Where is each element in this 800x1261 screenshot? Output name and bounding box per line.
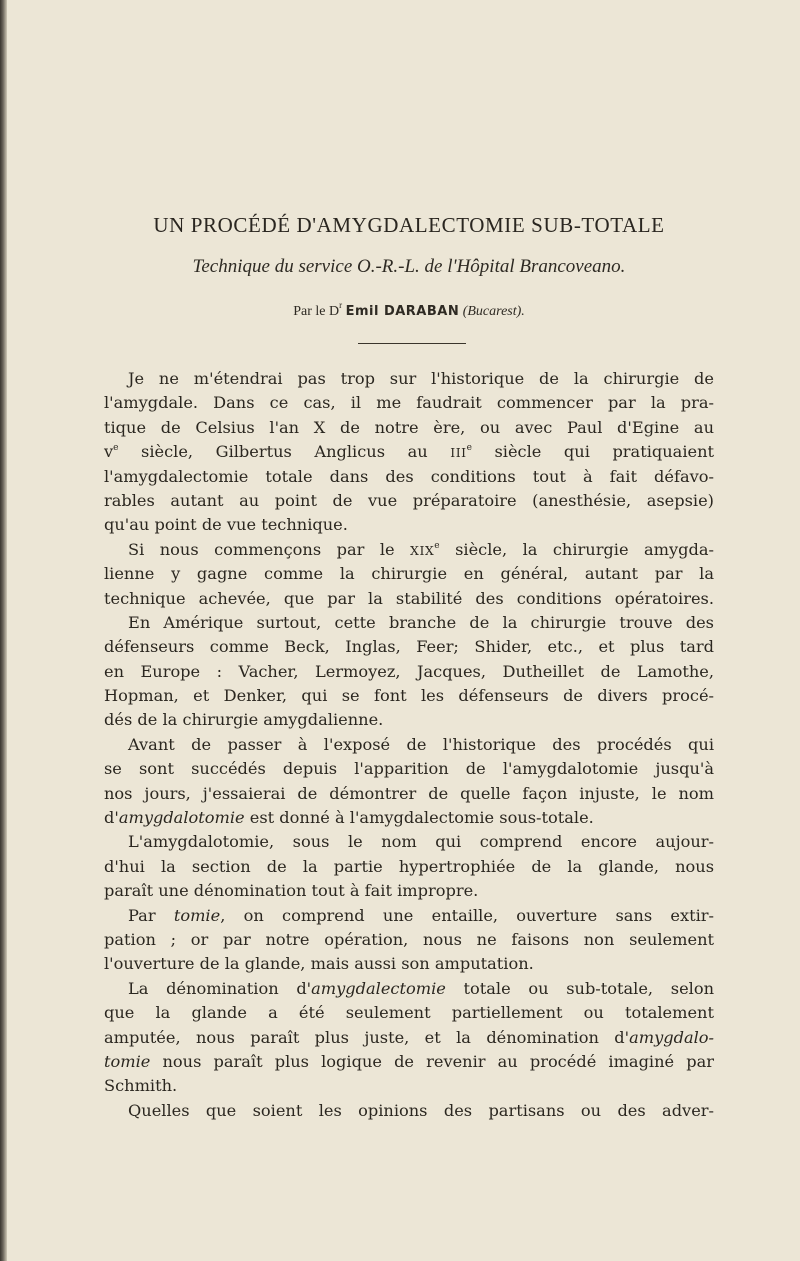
text-line bbox=[104, 806, 714, 830]
byline bbox=[104, 300, 714, 320]
text-segment: La dénomination d' bbox=[128, 978, 312, 998]
text-segment: e bbox=[434, 540, 440, 551]
text-segment: d' bbox=[104, 808, 119, 828]
text-line bbox=[104, 757, 714, 781]
byline-prefix: Par le D bbox=[293, 304, 340, 319]
text-line bbox=[104, 782, 714, 806]
text-line bbox=[104, 928, 714, 952]
text-segment: totale ou sub-totale, selon bbox=[445, 978, 714, 998]
text-line bbox=[104, 1050, 714, 1074]
text-segment: e bbox=[466, 443, 472, 454]
text-segment: , on comprend une entaille, ouverture sans extir- bbox=[220, 905, 715, 925]
text-line bbox=[104, 416, 714, 440]
text-segment: l'ouverture de la glande, mais aussi son amputation. bbox=[104, 954, 534, 974]
text-segment: L'amygdalotomie, sous le nom qui comprend encore aujour- bbox=[128, 832, 714, 852]
text-line bbox=[104, 1099, 714, 1123]
text-line bbox=[104, 538, 714, 562]
text-segment: tomie bbox=[173, 905, 221, 925]
text-segment: e bbox=[113, 443, 119, 454]
text-line bbox=[104, 855, 714, 879]
byline-prefix-sup: r bbox=[339, 300, 343, 310]
text-segment: se sont succédés depuis l'apparition de l'amygdalotomie jusqu'à bbox=[104, 759, 714, 779]
text-line bbox=[104, 660, 714, 684]
text-line bbox=[104, 904, 714, 928]
text-segment: amygdalotomie bbox=[118, 808, 245, 828]
text-segment: Avant de passer à l'exposé de l'historique des procédés qui bbox=[128, 734, 714, 754]
page-binding-edge bbox=[0, 0, 7, 1261]
text-line bbox=[104, 465, 714, 489]
text-line bbox=[104, 635, 714, 659]
text-line bbox=[104, 489, 714, 513]
text-segment: amygdalo- bbox=[629, 1027, 714, 1047]
text-line bbox=[104, 684, 714, 708]
text-segment: dés de la chirurgie amygdalienne. bbox=[104, 710, 384, 730]
text-line bbox=[104, 440, 714, 464]
text-segment: nos jours, j'essaierai de démontrer de quelle façon injuste, le nom bbox=[104, 783, 714, 803]
text-segment: siècle qui pratiquaient bbox=[471, 442, 715, 462]
text-segment: rables autant au point de vue préparatoire (anesthésie, asepsie) bbox=[104, 490, 714, 510]
body-text bbox=[104, 367, 714, 1123]
text-segment: paraît une dénomination tout à fait impropre. bbox=[104, 881, 479, 901]
text-line bbox=[104, 367, 714, 391]
text-line bbox=[104, 611, 714, 635]
text-line bbox=[104, 879, 714, 903]
text-segment: tique de Celsius l'an X de notre ère, ou avec Paul d'Egine au bbox=[104, 417, 714, 437]
article-subtitle: Technique du service O.-R.-L. de l'Hôpital Brancoveano. bbox=[192, 256, 626, 277]
text-line bbox=[104, 830, 714, 854]
text-line bbox=[104, 1026, 714, 1050]
text-segment: technique achevée, que par la stabilité des conditions opératoires. bbox=[104, 588, 714, 608]
text-segment: tomie bbox=[104, 1051, 151, 1071]
text-segment: qu'au point de vue technique. bbox=[104, 515, 348, 535]
text-segment: Hopman, et Denker, qui se font les défenseurs de divers procé- bbox=[104, 686, 714, 706]
author-city: (Bucarest). bbox=[462, 304, 525, 319]
text-segment: amputée, nous paraît plus juste, et la dénomination d' bbox=[104, 1027, 630, 1047]
text-line bbox=[104, 733, 714, 757]
text-segment: Si nous commençons par le bbox=[128, 539, 411, 559]
text-segment: Je ne m'étendrai pas trop sur l'historique de la chirurgie de bbox=[128, 369, 714, 388]
text-segment: amygdalectomie bbox=[311, 978, 446, 998]
text-line bbox=[104, 1001, 714, 1025]
article-title: UN PROCÉDÉ D'AMYGDALECTOMIE SUB-TOTALE bbox=[153, 213, 665, 237]
text-line bbox=[104, 587, 714, 611]
text-segment: Quelles que soient les opinions des partisans ou des adver- bbox=[128, 1100, 714, 1120]
text-segment: l'amygdalectomie totale dans des conditions tout à fait défavo- bbox=[104, 466, 714, 486]
text-segment: siècle, Gilbertus Anglicus au bbox=[118, 442, 451, 462]
text-segment: est donné à l'amygdalectomie sous-totale. bbox=[244, 808, 594, 828]
text-segment: d'hui la section de la partie hypertrophiée de la glande, nous bbox=[104, 856, 714, 876]
text-line bbox=[104, 513, 714, 537]
text-segment: Schmith. bbox=[104, 1076, 178, 1096]
text-segment: siècle, la chirurgie amygda- bbox=[439, 539, 715, 559]
text-line bbox=[104, 708, 714, 732]
text-segment: III bbox=[450, 445, 467, 461]
text-segment: XIX bbox=[410, 542, 435, 558]
text-segment: Par bbox=[128, 905, 174, 925]
text-segment: défenseurs comme Beck, Inglas, Feer; Shider, etc., et plus tard bbox=[104, 637, 714, 657]
text-segment: en Europe : Vacher, Lermoyez, Jacques, Dutheillet de Lamothe, bbox=[104, 661, 714, 681]
text-line bbox=[104, 1074, 714, 1098]
text-line bbox=[104, 562, 714, 586]
text-segment: pation ; or par notre opération, nous ne faisons non seulement bbox=[104, 929, 714, 949]
text-line bbox=[104, 952, 714, 976]
text-segment: nous paraît plus logique de revenir au procédé imaginé par bbox=[150, 1051, 714, 1071]
text-segment: En Amérique surtout, cette branche de la chirurgie trouve des bbox=[128, 612, 714, 632]
text-line bbox=[104, 977, 714, 1001]
title-rule bbox=[358, 343, 466, 344]
text-segment: que la glande a été seulement partiellement ou totalement bbox=[104, 1003, 714, 1023]
text-segment: v bbox=[104, 442, 114, 462]
text-line bbox=[104, 391, 714, 415]
text-segment: lienne y gagne comme la chirurgie en général, autant par la bbox=[104, 564, 714, 584]
text-segment: l'amygdale. Dans ce cas, il me faudrait commencer par la pra- bbox=[104, 393, 714, 413]
author-name: Emil DARABAN bbox=[345, 304, 460, 319]
